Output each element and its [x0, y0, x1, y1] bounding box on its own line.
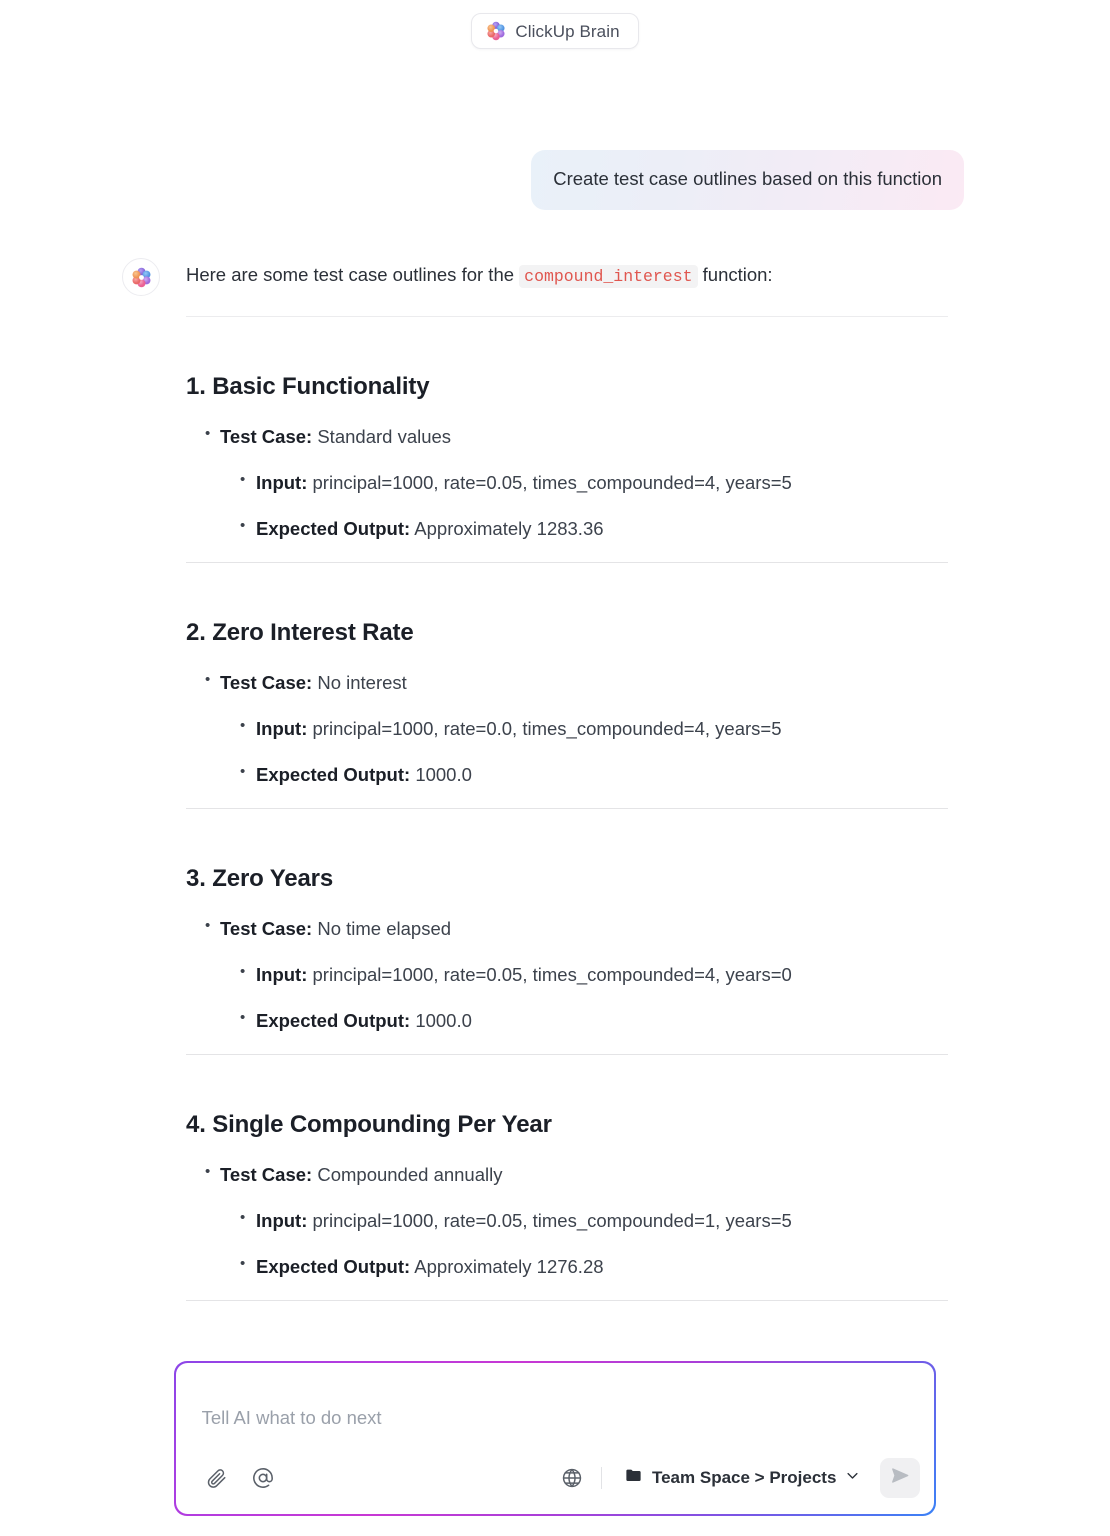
list-item: [220, 471, 948, 496]
clickup-brain-rosette-icon: [486, 21, 506, 41]
list-item: [220, 1009, 948, 1034]
input-value: principal=1000, rate=0.05, times_compounded=4, years=5: [312, 471, 792, 493]
output-label: Expected Output:: [256, 763, 411, 785]
divider: [186, 1054, 948, 1055]
list-item: [220, 763, 948, 788]
section-sublist: [220, 963, 948, 1034]
section-heading: 1. Basic Functionality: [186, 373, 430, 400]
list-item: [220, 1255, 948, 1280]
section-sublist: [220, 1209, 948, 1280]
input-value: principal=1000, rate=0.05, times_compounded=1, years=5: [312, 1209, 792, 1231]
section-heading: 3. Zero Years: [186, 864, 334, 892]
input-label: Input:: [256, 1209, 308, 1231]
chevron-down-icon: [845, 1468, 860, 1488]
output-value: Approximately 1276.28: [414, 1255, 604, 1277]
section-heading: 2. Zero Interest Rate: [186, 618, 414, 646]
avatar: [122, 258, 160, 296]
composer-toolbar-right: [557, 1458, 920, 1498]
divider: [186, 808, 948, 809]
list-item: [220, 517, 948, 542]
section-sublist: [220, 717, 948, 788]
paperclip-icon[interactable]: [202, 1463, 232, 1493]
list-item: [186, 425, 948, 542]
list-item: [220, 963, 948, 988]
test-case-value: Compounded annually: [317, 1163, 503, 1185]
assistant-intro-row: [0, 252, 1110, 296]
input-label: Input:: [256, 963, 308, 985]
clickup-brain-rosette-icon: [131, 267, 152, 288]
test-case-label: Test Case:: [220, 917, 313, 939]
assistant-response: [0, 252, 1110, 1301]
input-value: principal=1000, rate=0.05, times_compounded=4, years=0: [312, 963, 792, 985]
composer: [174, 1361, 936, 1516]
function-name-code: compound_interest: [519, 265, 697, 288]
globe-icon[interactable]: [557, 1463, 587, 1493]
test-case-value: No interest: [317, 671, 407, 693]
send-button[interactable]: [880, 1458, 920, 1498]
input-label: Input:: [256, 717, 308, 739]
top-bar: [0, 0, 1110, 62]
section-list: [186, 1163, 948, 1280]
user-message-bubble: Create test case outlines based on this function: [531, 150, 964, 210]
user-message-row: [0, 150, 1110, 210]
output-label: Expected Output:: [256, 1255, 411, 1277]
input-value: principal=1000, rate=0.0, times_compounded=4, years=5: [312, 717, 782, 739]
test-case-section: [186, 1111, 948, 1280]
intro-suffix: function:: [702, 264, 773, 285]
test-case-label: Test Case:: [220, 1163, 313, 1185]
section-list: [186, 917, 948, 1034]
folder-icon: [624, 1466, 643, 1490]
test-case-label: Test Case:: [220, 426, 313, 447]
output-value: 1000.0: [415, 1009, 472, 1031]
assistant-intro-text: [186, 252, 773, 290]
divider: [186, 1300, 948, 1301]
test-case-value: No time elapsed: [317, 917, 452, 939]
at-mention-icon[interactable]: [248, 1463, 278, 1493]
scope-label: Team Space > Projects: [651, 1468, 837, 1488]
scope-selector[interactable]: [618, 1462, 866, 1494]
section-heading: 4. Single Compounding Per Year: [186, 1110, 552, 1138]
test-case-section: [186, 619, 948, 788]
list-item: [186, 671, 948, 788]
output-label: Expected Output:: [256, 517, 411, 539]
list-item: [186, 1163, 948, 1280]
composer-toolbar-left: [202, 1463, 278, 1493]
divider: [186, 562, 948, 563]
section-sublist: [220, 471, 948, 542]
send-arrow-icon: [890, 1465, 911, 1491]
test-case-section: [186, 865, 948, 1034]
composer-inner[interactable]: [176, 1363, 935, 1515]
test-case-label: Test Case:: [220, 671, 313, 693]
clickup-brain-label: ClickUp Brain: [515, 21, 620, 41]
clickup-brain-pill[interactable]: [471, 13, 638, 49]
test-case-section: [186, 373, 948, 542]
list-item: [186, 917, 948, 1034]
output-label: Expected Output:: [256, 1009, 411, 1031]
section-list: [186, 671, 948, 788]
intro-prefix: Here are some test case outlines for the: [186, 264, 515, 285]
test-case-value: Standard values: [317, 426, 452, 447]
list-item: [220, 717, 948, 742]
list-item: [220, 1209, 948, 1234]
input-label: Input:: [256, 471, 308, 493]
toolbar-divider: [601, 1467, 602, 1489]
divider: [186, 316, 948, 317]
composer-input[interactable]: Tell AI what to do next: [201, 1406, 382, 1428]
composer-toolbar: [176, 1456, 935, 1500]
output-value: Approximately 1283.36: [414, 517, 604, 539]
output-value: 1000.0: [415, 763, 472, 785]
section-list: [186, 425, 948, 542]
